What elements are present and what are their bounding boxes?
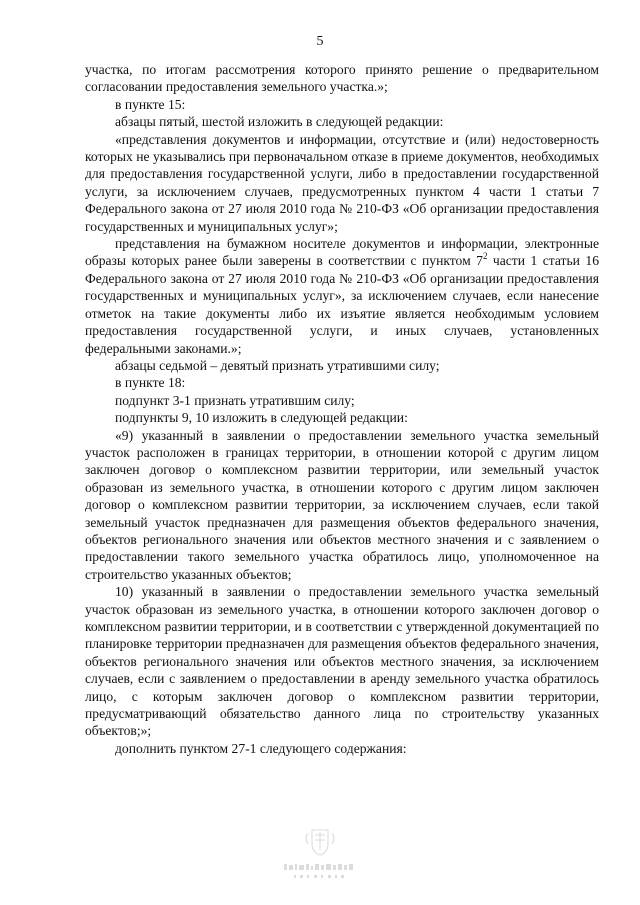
paragraph-10: «9) указанный в заявлении о предоставлении земельного участка земельный участок расположен в границах территории, в отношении которой с другим лицом заключен договор о комплексном развитии территории, или земельный участок образован из земельного участка, в отношении которого с другим лицом заключен договор о комплексном развитии территории, за исключением случаев, если такой земельный участок предназначен для размещения объектов федерального значения, объектов регионального значения или объектов местного значения и с заявлением о предоставлении такого земельного участка обратилось лицо, уполномоченное на строительство указанных объектов; <box>85 427 599 582</box>
paragraph-9: подпункты 9, 10 изложить в следующей редакции: <box>115 410 408 426</box>
paragraph-11: 10) указанный в заявлении о предоставлении земельного участка земельный участок образован из земельного участка, в отношении которого заключен договор о комплексном развитии территории, и в соответствии с утвержденной документацией по планировке территории предназначен для размещения объектов федерального значения, объектов регионального значения или объектов местного значения, за исключением случаев, если с заявлением о предоставлении в аренду земельного участка обратилось лицо, с которым заключен договор о комплексном развитии территории, предусматривающий обязательство данного лица по строительству указанных объектов;»; <box>85 584 599 739</box>
paragraph-7: в пункте 18: <box>115 375 186 391</box>
paragraph-5-part-2: части 1 статьи 16 Федерального закона от 27 июля 2010 года № 210-ФЗ «Об организации предоставления государственных и муниципальных услуг», за исключением случаев, если нанесение отметок на такие документы либо их изъятие является необходимым условием предоставления государственной услуги, и иных случаев, установленных федеральными законами.»; <box>85 253 600 356</box>
paragraph-5-part-1: представления на бумажном носителе документов и информации, электронные образы которых ранее были заверены в соответствии с пунктом 7 <box>85 236 599 269</box>
paragraph-4: «представления документов и информации, отсутствие и (или) недостоверность которых не указывались при первоначальном отказе в приеме документов, необходимых для предоставления государственной услуги, либо в предоставлении государственной услуги, за исключением случаев, предусмотренных пунктом 4 части 1 статьи 7 Федерального закона от 27 июля 2010 года № 210-ФЗ «Об организации предоставления государственных и муниципальных услуг»; <box>85 131 599 234</box>
document-body <box>85 61 599 757</box>
coat-of-arms-icon <box>260 826 380 884</box>
paragraph-2: в пункте 15: <box>115 96 186 112</box>
paragraph-1: участка, по итогам рассмотрения которого принято решение о предварительном согласовании предоставления земельного участка.»; <box>85 62 599 95</box>
watermark <box>0 826 640 886</box>
paragraph-6: абзацы седьмой – девятый признать утратившими силу; <box>115 357 440 373</box>
page-number: 5 <box>316 34 324 49</box>
paragraph-8: подпункт 3-1 признать утратившим силу; <box>115 392 355 408</box>
paragraph-12: дополнить пунктом 27-1 следующего содержания: <box>115 740 407 756</box>
paragraph-3: абзацы пятый, шестой изложить в следующей редакции: <box>115 114 444 130</box>
paragraph-5 <box>85 235 599 357</box>
superscript-2: 2 <box>482 251 488 262</box>
